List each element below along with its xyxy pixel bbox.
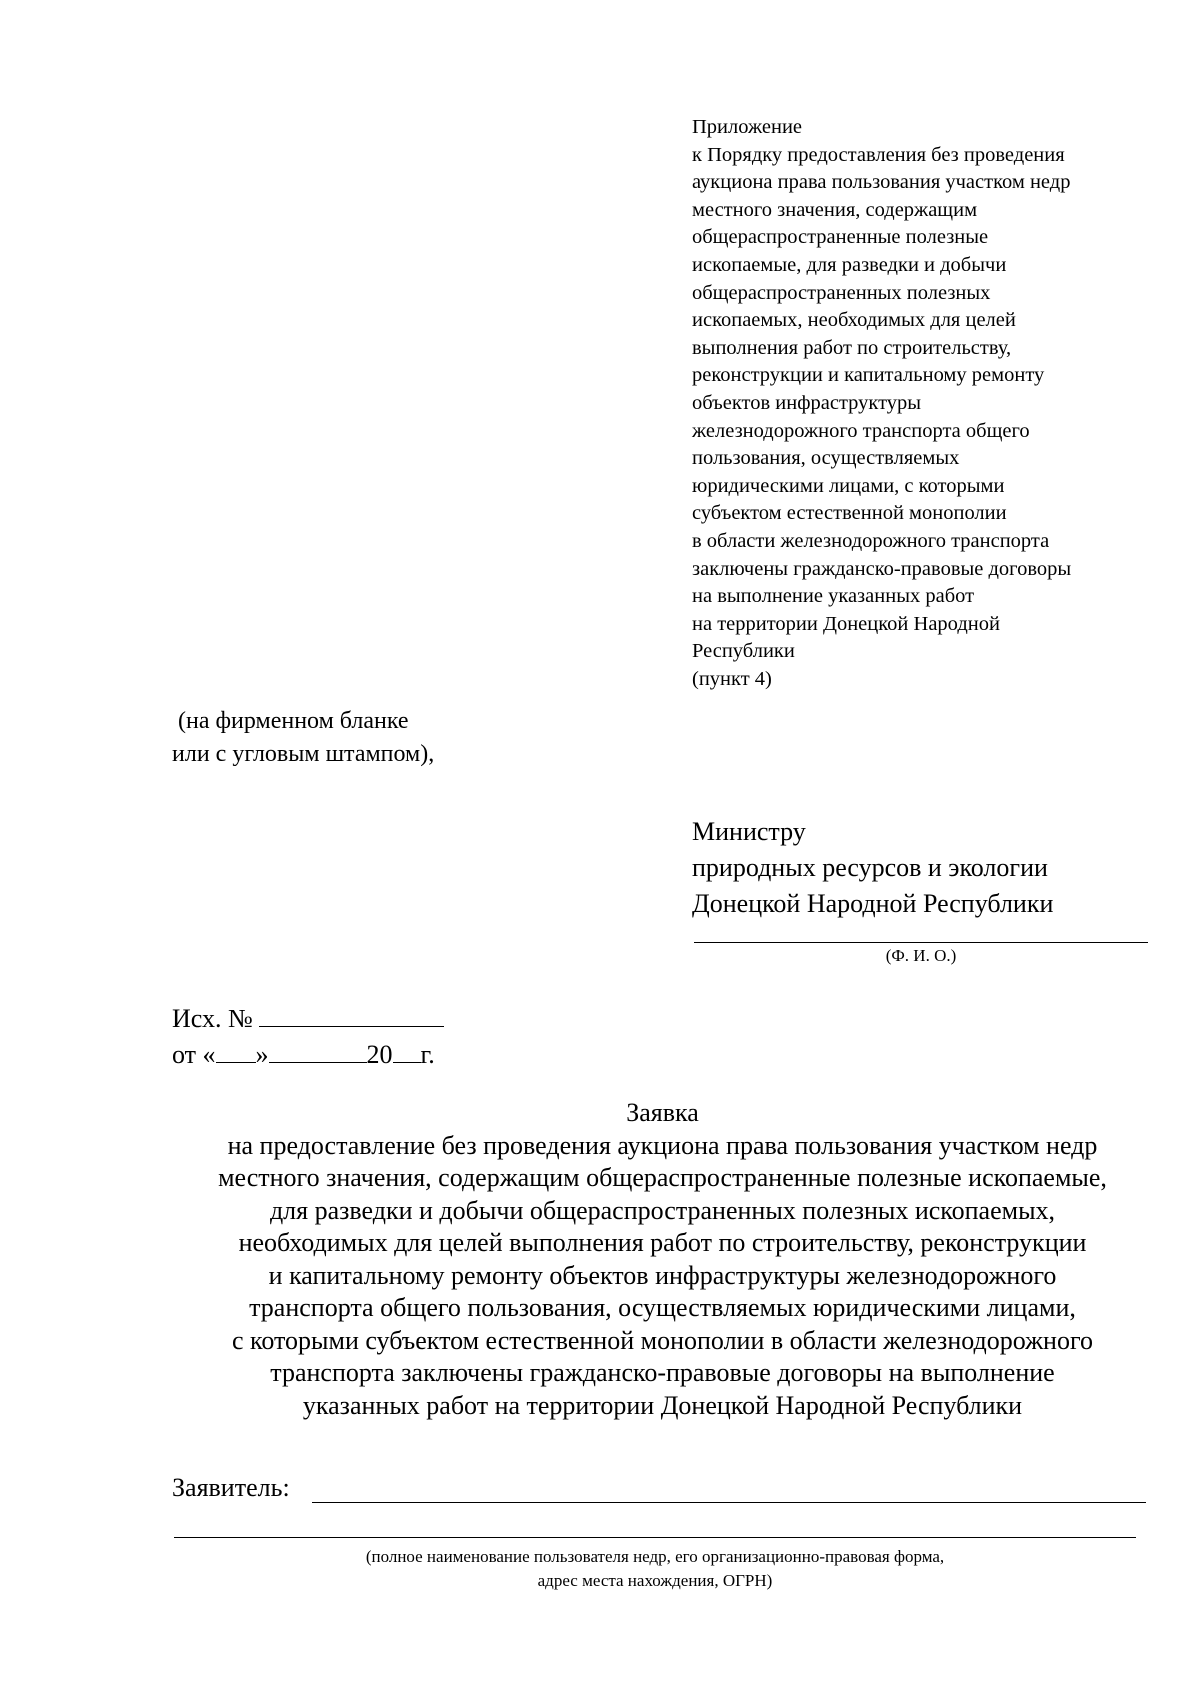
application-line: на предоставление без проведения аукциона права пользования участком недр <box>227 1130 1098 1160</box>
applicant-caption-line-1: (полное наименование пользователя недр, его организационно-правовая форма, <box>365 1547 945 1566</box>
addressee-line-3: Донецкой Народной Республики <box>692 889 1054 918</box>
annex-line: ископаемых, необходимых для целей <box>692 309 1016 332</box>
application-line: необходимых для целей выполнения работ по строительству, реконструкции <box>238 1228 1087 1257</box>
date-prefix: от « <box>172 1040 216 1069</box>
fio-blank-line <box>694 942 1148 943</box>
annex-line: объектов инфраструктуры <box>692 391 922 414</box>
application-line: указанных работ на территории Донецкой Народной Республики <box>302 1390 1023 1420</box>
annex-line: выполнения работ по строительству, <box>692 336 1012 359</box>
annex-line: на выполнение указанных работ <box>692 585 975 608</box>
application-line: местного значения, содержащим общераспространенные полезные ископаемые, <box>218 1163 1107 1192</box>
outgoing-number-blank <box>259 1004 444 1027</box>
application-heading: Заявка <box>626 1098 699 1127</box>
annex-line: Приложение <box>692 116 803 138</box>
addressee-line-2: природных ресурсов и экологии <box>692 853 1048 882</box>
month-blank <box>269 1040 367 1063</box>
date-mid: » <box>255 1040 269 1069</box>
letterhead-line-2: или с угловым штампом), <box>172 741 435 767</box>
addressee-block <box>692 814 1053 922</box>
annex-line: субъектом естественной монополии <box>692 502 1007 525</box>
annex-line: к Порядку предоставления без проведения <box>692 143 1065 166</box>
annex-line: в области железнодорожного транспорта <box>692 529 1050 552</box>
application-line: с которыми субъектом естественной монополии в области железнодорожного <box>232 1325 1093 1355</box>
outgoing-date-row <box>172 1037 444 1073</box>
annex-line: железнодорожного транспорта общего <box>692 419 1030 442</box>
annex-line: пользования, осуществляемых <box>692 447 960 470</box>
annex-line: реконструкции и капитальному ремонту <box>692 364 1045 387</box>
annex-header <box>692 114 1172 693</box>
year-blank <box>393 1040 421 1063</box>
application-line: транспорта общего пользования, осуществляемых юридическими лицами, <box>249 1293 1076 1322</box>
outgoing-number-label: Исх. № <box>172 1004 253 1033</box>
outgoing-number-block <box>172 1001 444 1073</box>
applicant-blank-line-2 <box>174 1537 1136 1538</box>
year-prefix: 20 <box>366 1040 393 1069</box>
addressee-line-1: Министру <box>692 817 806 846</box>
annex-line: общераспространенных полезных <box>692 281 991 304</box>
annex-line: на территории Донецкой Народной <box>692 612 1000 635</box>
annex-line: юридическими лицами, с которыми <box>692 474 1005 497</box>
application-line: и капитальному ремонту объектов инфраструктуры железнодорожного <box>268 1260 1057 1290</box>
application-line: для разведки и добычи общераспространенных полезных ископаемых, <box>269 1195 1056 1225</box>
annex-line: (пункт 4) <box>692 667 772 690</box>
outgoing-number-row <box>172 1001 444 1037</box>
application-title <box>150 1097 1175 1422</box>
annex-line: аукциона права пользования участком недр <box>692 171 1071 194</box>
fio-caption: (Ф. И. О.) <box>885 946 957 965</box>
application-line: транспорта заключены гражданско-правовые договоры на выполнение <box>270 1358 1055 1387</box>
applicant-caption <box>174 1545 1136 1593</box>
year-suffix: г. <box>420 1040 435 1069</box>
annex-line: местного значения, содержащим <box>692 198 978 221</box>
applicant-caption-line-2: адрес места нахождения, ОГРН) <box>537 1571 773 1590</box>
letterhead-note <box>172 705 434 771</box>
annex-line: заключены гражданско-правовые договоры <box>692 557 1072 580</box>
applicant-blank-line-1 <box>312 1502 1146 1503</box>
day-blank <box>216 1040 256 1063</box>
annex-line: Республики <box>692 640 795 663</box>
annex-line: общераспространенные полезные <box>692 226 989 249</box>
annex-line: ископаемые, для разведки и добычи <box>692 253 1007 276</box>
letterhead-line-1: (на фирменном бланке <box>178 708 409 734</box>
applicant-label: Заявитель: <box>172 1473 290 1502</box>
